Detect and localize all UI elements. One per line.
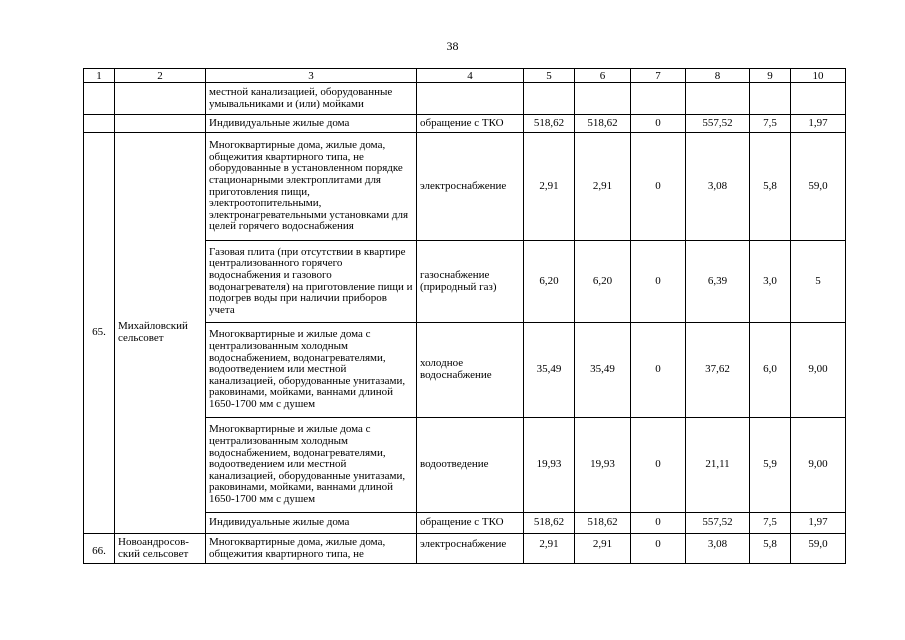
value-col8: 6,39: [686, 241, 750, 323]
table-row: [84, 133, 846, 241]
value-col8: 557,52: [686, 513, 750, 534]
column-header: 2: [115, 69, 206, 83]
value-col7: 0: [631, 534, 686, 564]
value-col10: 1,97: [791, 115, 846, 133]
value-col9: 5,8: [750, 133, 791, 241]
consumer-category: Индивидуальные жилые дома: [206, 115, 417, 133]
page-number: 38: [446, 39, 459, 53]
value-col10: 59,0: [791, 133, 846, 241]
consumer-category: Газовая плита (при отсутствии в квартире централизованного горячего водоснабжения и газового водонагревателя) на приготовление пищи и подогрев воды при наличии приборов учета: [206, 241, 417, 323]
consumer-category: Многоквартирные дома, жилые дома, общежития квартирного типа, не оборудованные в установленном порядке стационарными электроплитами для приготовления пищи, электроотопительными, электронагревательными установками для целей горячего водоснабжения: [206, 133, 417, 241]
consumer-category: Многоквартирные и жилые дома с централизованным холодным водоснабжением, водонагревателями, водоотведением или местной канализацией, оборудованные унитазами, раковинами, мойками, ваннами длиной 1650-1700 мм с душем: [206, 418, 417, 513]
value-col8: 3,08: [686, 133, 750, 241]
value-col9: 5,9: [750, 418, 791, 513]
settlement-name: Михайловский сельсовет: [115, 133, 206, 534]
value-col7: 0: [631, 241, 686, 323]
column-header: 9: [750, 69, 791, 83]
value-col5: 19,93: [524, 418, 575, 513]
column-header: 4: [417, 69, 524, 83]
consumer-category: Многоквартирные дома, жилые дома, общежития квартирного типа, не: [206, 534, 417, 564]
value-col9: 7,5: [750, 513, 791, 534]
utility-service: водоотведение: [417, 418, 524, 513]
utility-service: обращение с ТКО: [417, 513, 524, 534]
table-row: [84, 83, 846, 115]
row-number: 65.: [84, 133, 115, 534]
value-col5: 518,62: [524, 513, 575, 534]
value-col9: 6,0: [750, 323, 791, 418]
value-col8: 37,62: [686, 323, 750, 418]
utility-service: электроснабжение: [417, 534, 524, 564]
value-col7: 0: [631, 133, 686, 241]
column-header: 7: [631, 69, 686, 83]
value-col10: 59,0: [791, 534, 846, 564]
value-col5: 6,20: [524, 241, 575, 323]
consumer-category: местной канализацией, оборудованные умывальниками и (или) мойками: [206, 83, 417, 115]
value-col7: 0: [631, 115, 686, 133]
value-col6: 2,91: [575, 534, 631, 564]
value-col6: 518,62: [575, 115, 631, 133]
column-header: 5: [524, 69, 575, 83]
value-col8: 3,08: [686, 534, 750, 564]
value-col7: 0: [631, 513, 686, 534]
value-col6: 35,49: [575, 323, 631, 418]
column-header: 6: [575, 69, 631, 83]
utility-service: обращение с ТКО: [417, 115, 524, 133]
value-col7: 0: [631, 418, 686, 513]
utility-service: холодное водоснабжение: [417, 323, 524, 418]
column-header: 3: [206, 69, 417, 83]
tariff-table: [83, 68, 846, 564]
value-col10: 9,00: [791, 418, 846, 513]
utility-service: газоснабжение (природный газ): [417, 241, 524, 323]
table-row: [84, 534, 846, 564]
value-col9: 5,8: [750, 534, 791, 564]
value-col9: 7,5: [750, 115, 791, 133]
value-col5: 2,91: [524, 534, 575, 564]
value-col5: 2,91: [524, 133, 575, 241]
value-col6: 19,93: [575, 418, 631, 513]
row-number: 66.: [84, 534, 115, 564]
value-col5: 35,49: [524, 323, 575, 418]
column-header: 8: [686, 69, 750, 83]
column-header: 10: [791, 69, 846, 83]
value-col6: 518,62: [575, 513, 631, 534]
utility-service: электроснабжение: [417, 133, 524, 241]
column-header-row: [84, 69, 846, 83]
value-col8: 557,52: [686, 115, 750, 133]
consumer-category: Многоквартирные и жилые дома с централизованным холодным водоснабжением, водонагревателями, водоотведением или местной канализацией, оборудованные унитазами, раковинами, мойками, ваннами длиной 1650-1700 мм с душем: [206, 323, 417, 418]
value-col10: 1,97: [791, 513, 846, 534]
value-col9: 3,0: [750, 241, 791, 323]
value-col6: 6,20: [575, 241, 631, 323]
table-row: [84, 115, 846, 133]
value-col10: 5: [791, 241, 846, 323]
value-col5: 518,62: [524, 115, 575, 133]
column-header: 1: [84, 69, 115, 83]
consumer-category: Индивидуальные жилые дома: [206, 513, 417, 534]
value-col7: 0: [631, 323, 686, 418]
settlement-name: Новоандросов-ский сельсовет: [115, 534, 206, 564]
value-col6: 2,91: [575, 133, 631, 241]
value-col8: 21,11: [686, 418, 750, 513]
value-col10: 9,00: [791, 323, 846, 418]
